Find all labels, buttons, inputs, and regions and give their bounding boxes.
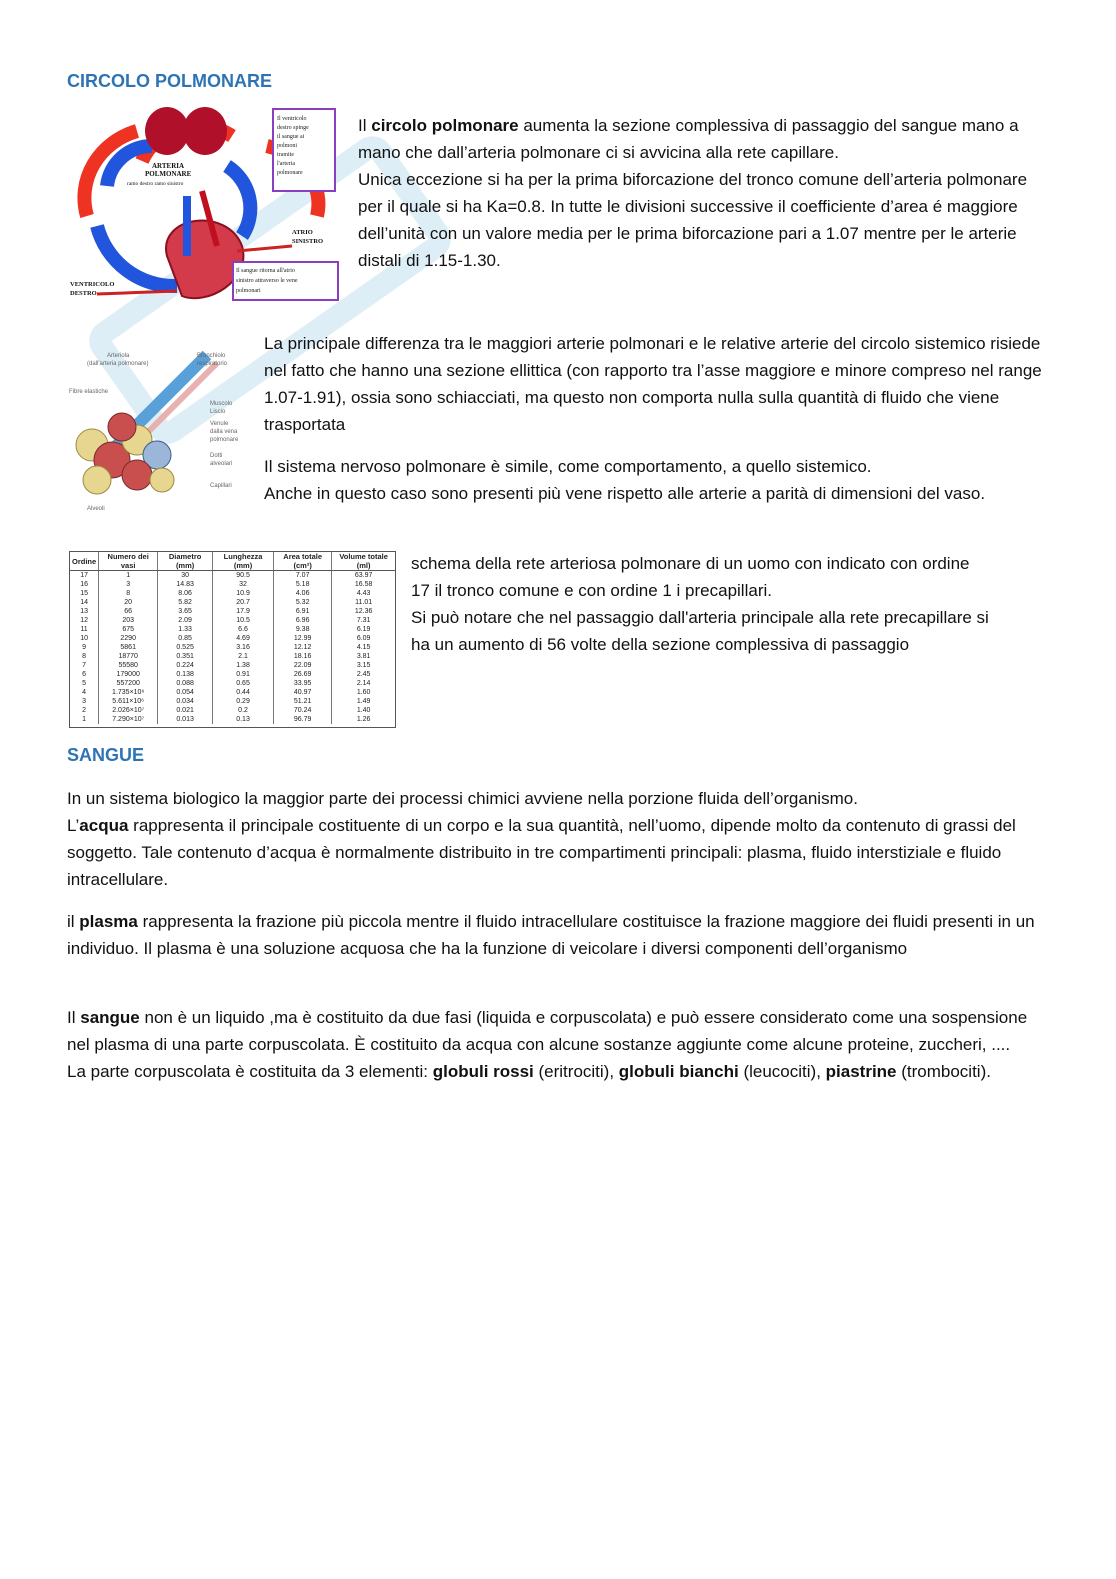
table-cell: 0.034: [158, 697, 213, 706]
table-row: [70, 616, 395, 625]
table-cell: 7.07: [274, 571, 332, 581]
svg-text:dalla vena: dalla vena: [210, 429, 238, 435]
table-cell: 20.7: [213, 598, 274, 607]
table-cell: 30: [158, 571, 213, 581]
section-title-circolo: CIRCOLO POLMONARE: [67, 71, 272, 91]
table-row: [70, 661, 395, 670]
section-title-sangue: SANGUE: [67, 745, 145, 765]
svg-text:Liscio: Liscio: [210, 409, 226, 415]
table-cell: 12.36: [332, 607, 395, 616]
table-cell: 7: [82, 662, 87, 669]
table-row: [70, 697, 395, 706]
table-header-cell: Area totale (cm²): [274, 552, 332, 571]
table-cell: 51.21: [274, 697, 332, 706]
table-cell: 20: [99, 598, 158, 607]
table-header-cell: Ordine: [70, 552, 99, 571]
svg-text:(dall'arteria polmonare): (dall'arteria polmonare): [87, 361, 149, 367]
table-cell: 90.5: [213, 571, 274, 581]
table-cell: 2290: [99, 634, 158, 643]
svg-text:respiratorio: respiratorio: [197, 361, 228, 367]
table-row: [70, 715, 395, 724]
table-cell: 0.224: [158, 661, 213, 670]
table-row: [70, 706, 395, 715]
table-cell: 7.31: [332, 616, 395, 625]
paragraph-acqua: In un sistema biologico la maggior parte dei processi chimici avviene nella porzione fluida dell’organismo. L’acqua rappresenta il principale costituente di un corpo e la sua quantità, nell’uomo, dipende molto da contenuto di grassi del soggetto. Tale contenuto d’acqua è normalmente distribuito in tre compartimenti principali: plasma, fluido interstiziale e fluido intracellulare.: [67, 789, 1016, 889]
table-cell: 11: [80, 626, 88, 633]
table-cell: 6.19: [332, 625, 395, 634]
table-cell: 0.021: [158, 706, 213, 715]
table-cell: 1: [99, 571, 158, 581]
svg-text:Fibre elastiche: Fibre elastiche: [69, 389, 109, 395]
table-cell: 0.138: [158, 670, 213, 679]
table-cell: 1.49: [332, 697, 395, 706]
table-row: [70, 580, 395, 589]
svg-text:polmonari: polmonari: [236, 288, 261, 294]
paragraph-plasma: il plasma rappresenta la frazione più piccola mentre il fluido intracellulare costituisce la frazione maggiore dei fluidi presenti in un individuo. Il plasma è una soluzione acquosa che ha la funzione di veicolare i diversi componenti dell’organismo: [67, 912, 1035, 958]
table-cell: 5.611×10⁶: [99, 697, 158, 706]
table-cell: 1.60: [332, 688, 395, 697]
table-cell: 1: [82, 716, 87, 723]
table-cell: 13: [80, 608, 88, 615]
svg-text:Capillari: Capillari: [210, 483, 232, 489]
svg-text:ramo destro ramo sinistro: ramo destro ramo sinistro: [127, 181, 184, 187]
table-row: [70, 589, 395, 598]
table-cell: 10.9: [213, 589, 274, 598]
table-cell: 3.15: [332, 661, 395, 670]
table-cell: 0.054: [158, 688, 213, 697]
table-cell: 10: [80, 635, 88, 642]
table-cell: 1.33: [158, 625, 213, 634]
table-cell: 4.15: [332, 643, 395, 652]
table-row: [70, 598, 395, 607]
table-row: [70, 670, 395, 679]
svg-text:l'arteria: l'arteria: [277, 161, 296, 167]
table-cell: 6.91: [274, 607, 332, 616]
table-cell: 12.12: [274, 643, 332, 652]
svg-text:tramite: tramite: [277, 152, 294, 158]
table-cell: 40.97: [274, 688, 332, 697]
table-cell: 5.82: [158, 598, 213, 607]
table-cell: 3: [82, 698, 87, 705]
svg-text:Bronchiolo: Bronchiolo: [197, 353, 226, 359]
table-cell: 3.81: [332, 652, 395, 661]
table-cell: 63.97: [332, 571, 395, 581]
table-row: [70, 688, 395, 697]
svg-text:il sangue ai: il sangue ai: [277, 134, 305, 140]
table-row: [70, 643, 395, 652]
table-cell: 2.14: [332, 679, 395, 688]
svg-text:DESTRO: DESTRO: [70, 290, 97, 297]
table-cell: 0.088: [158, 679, 213, 688]
table-cell: 16.58: [332, 580, 395, 589]
svg-text:SINISTRO: SINISTRO: [292, 238, 324, 245]
paragraph-sangue: Il sangue non è un liquido ,ma è costituito da due fasi (liquida e corpuscolata) e può essere considerato come una sospensione nel plasma di una parte corpuscolata. È costituito da acqua con alcune sostanze aggiunte come alcune proteine, zuccheri, .... La parte corpuscolata è costituita da 3 elementi: globuli rossi (eritrociti), globuli bianchi (leucociti), piastrine (trombociti).: [67, 1008, 1028, 1081]
svg-text:polmonare: polmonare: [210, 437, 239, 443]
table-cell: 6.09: [332, 634, 395, 643]
table-header-cell: Volume totale (ml): [332, 552, 395, 571]
table-cell: 8.06: [158, 589, 213, 598]
table-cell: 96.79: [274, 715, 332, 724]
table-cell: 0.85: [158, 634, 213, 643]
table-cell: 26.69: [274, 670, 332, 679]
arterial-network-table: [69, 551, 396, 728]
svg-text:ATRIO: ATRIO: [292, 229, 313, 236]
paragraph-sistema-nervoso: Il sistema nervoso polmonare è simile, come comportamento, a quello sistemico. Anche in questo caso sono presenti più vene rispetto alle arterie a parità di dimensioni del vaso.: [264, 457, 986, 503]
table-row: [70, 625, 395, 634]
svg-text:Il sangue ritorna all'atrio: Il sangue ritorna all'atrio: [236, 268, 295, 274]
table-cell: 32: [213, 580, 274, 589]
svg-text:alveolari: alveolari: [210, 461, 233, 467]
paragraph-sezione-ellittica: La principale differenza tra le maggiori arterie polmonari e le relative arterie del circolo sistemico risiede nel fatto che hanno una sezione ellittica (con rapporto tra l’asse maggiore e minore compreso nel range 1.07-1.91), ossia sono schiacciati, ma questo non comporta nulla sulla quantità di fluido che viene trasportata: [264, 334, 1042, 434]
paragraph-circolo-intro: Il circolo polmonare aumenta la sezione complessiva di passaggio del sangue mano a mano che dall’arteria polmonare ci si avvicina alla rete capillare. Unica eccezione si ha per la prima biforcazione del tronco comune dell’arteria polmonare per il quale si ha Ka=0.8. In tutte le divisioni successive il coefficiente d’area é maggiore dell’unità con un valore media per le prima biforcazione pari a 1.07 mentre per le arterie distali di 1.15-1.30.: [358, 116, 1028, 270]
table-cell: 5: [82, 680, 87, 687]
alveoli-diagram: [67, 345, 252, 515]
table-cell: 2.026×10⁷: [99, 706, 158, 715]
table-cell: 8: [82, 653, 87, 660]
svg-text:polmoni: polmoni: [277, 143, 298, 149]
table-cell: 0.13: [213, 715, 274, 724]
svg-text:Dotti: Dotti: [210, 453, 223, 459]
table-cell: 6.96: [274, 616, 332, 625]
table-row: [70, 652, 395, 661]
table-cell: 0.91: [213, 670, 274, 679]
table-cell: 55580: [99, 661, 158, 670]
table-cell: 4.43: [332, 589, 395, 598]
table-cell: 0.351: [158, 652, 213, 661]
table-cell: 2.09: [158, 616, 213, 625]
circulation-diagram: [67, 106, 342, 306]
svg-text:sinistro attraverso le vene: sinistro attraverso le vene: [236, 278, 298, 284]
table-cell: 5.32: [274, 598, 332, 607]
table-cell: 4.06: [274, 589, 332, 598]
table-cell: 12.99: [274, 634, 332, 643]
table-row: [70, 634, 395, 643]
table-cell: 0.013: [158, 715, 213, 724]
table-row: [70, 571, 395, 581]
table-cell: 179000: [99, 670, 158, 679]
table-cell: 5861: [99, 643, 158, 652]
table-row: [70, 679, 395, 688]
table-cell: 3: [99, 580, 158, 589]
table-cell: 2.1: [213, 652, 274, 661]
table-cell: 9: [82, 644, 87, 651]
table-cell: 7.290×10⁷: [99, 715, 158, 724]
paragraph-schema-rete: schema della rete arteriosa polmonare di un uomo con indicato con ordine 17 il tronco comune e con ordine 1 i precapillari. Si può notare che nel passaggio dall'arteria principale alla rete precapillare si ha un aumento di 56 volte della sezione complessiva di passaggio: [411, 554, 989, 654]
table-header-cell: Numero dei vasi: [99, 552, 158, 571]
table-cell: 16: [80, 581, 88, 588]
svg-text:Muscolo: Muscolo: [210, 401, 233, 407]
svg-text:POLMONARE: POLMONARE: [145, 170, 192, 178]
table-cell: 2.45: [332, 670, 395, 679]
table-cell: 70.24: [274, 706, 332, 715]
table-cell: 0.525: [158, 643, 213, 652]
table-cell: 0.2: [213, 706, 274, 715]
table-cell: 0.65: [213, 679, 274, 688]
table-header-cell: Diametro (mm): [158, 552, 213, 571]
table-cell: 9.38: [274, 625, 332, 634]
svg-text:VENTRICOLO: VENTRICOLO: [70, 281, 115, 288]
table-cell: 8: [99, 589, 158, 598]
table-cell: 0.29: [213, 697, 274, 706]
table-cell: 6: [82, 671, 87, 678]
svg-text:Il ventricolo: Il ventricolo: [277, 116, 307, 122]
table-cell: 3.16: [213, 643, 274, 652]
label-arteria: ARTERIA: [152, 162, 185, 170]
table-cell: 17: [80, 572, 88, 579]
table-cell: 0.44: [213, 688, 274, 697]
table-cell: 675: [99, 625, 158, 634]
svg-text:Alveoli: Alveoli: [87, 506, 105, 512]
table-cell: 66: [99, 607, 158, 616]
table-cell: 5.18: [274, 580, 332, 589]
table-cell: 203: [99, 616, 158, 625]
table-cell: 2: [82, 707, 87, 714]
table-cell: 22.09: [274, 661, 332, 670]
table-cell: 3.65: [158, 607, 213, 616]
table-cell: 18.16: [274, 652, 332, 661]
table-cell: 1.40: [332, 706, 395, 715]
table-cell: 15: [80, 590, 88, 597]
table-cell: 12: [80, 617, 88, 624]
table-cell: 14: [80, 599, 88, 606]
table-cell: 1.26: [332, 715, 395, 724]
svg-text:Venule: Venule: [210, 421, 229, 427]
table-cell: 14.83: [158, 580, 213, 589]
table-cell: 33.95: [274, 679, 332, 688]
table-cell: 1.735×10⁶: [99, 688, 158, 697]
table-cell: 17.9: [213, 607, 274, 616]
table-header-cell: Lunghezza (mm): [213, 552, 274, 571]
table-cell: 557200: [99, 679, 158, 688]
table-cell: 6.6: [213, 625, 274, 634]
table-cell: 1.38: [213, 661, 274, 670]
table-cell: 4.69: [213, 634, 274, 643]
table-cell: 4: [82, 689, 87, 696]
table-row: [70, 607, 395, 616]
svg-text:Arteriola: Arteriola: [107, 353, 130, 359]
table-cell: 11.01: [332, 598, 395, 607]
svg-text:destro spinge: destro spinge: [277, 125, 309, 131]
table-cell: 10.5: [213, 616, 274, 625]
svg-text:polmonare: polmonare: [277, 170, 303, 176]
table-cell: 18770: [99, 652, 158, 661]
